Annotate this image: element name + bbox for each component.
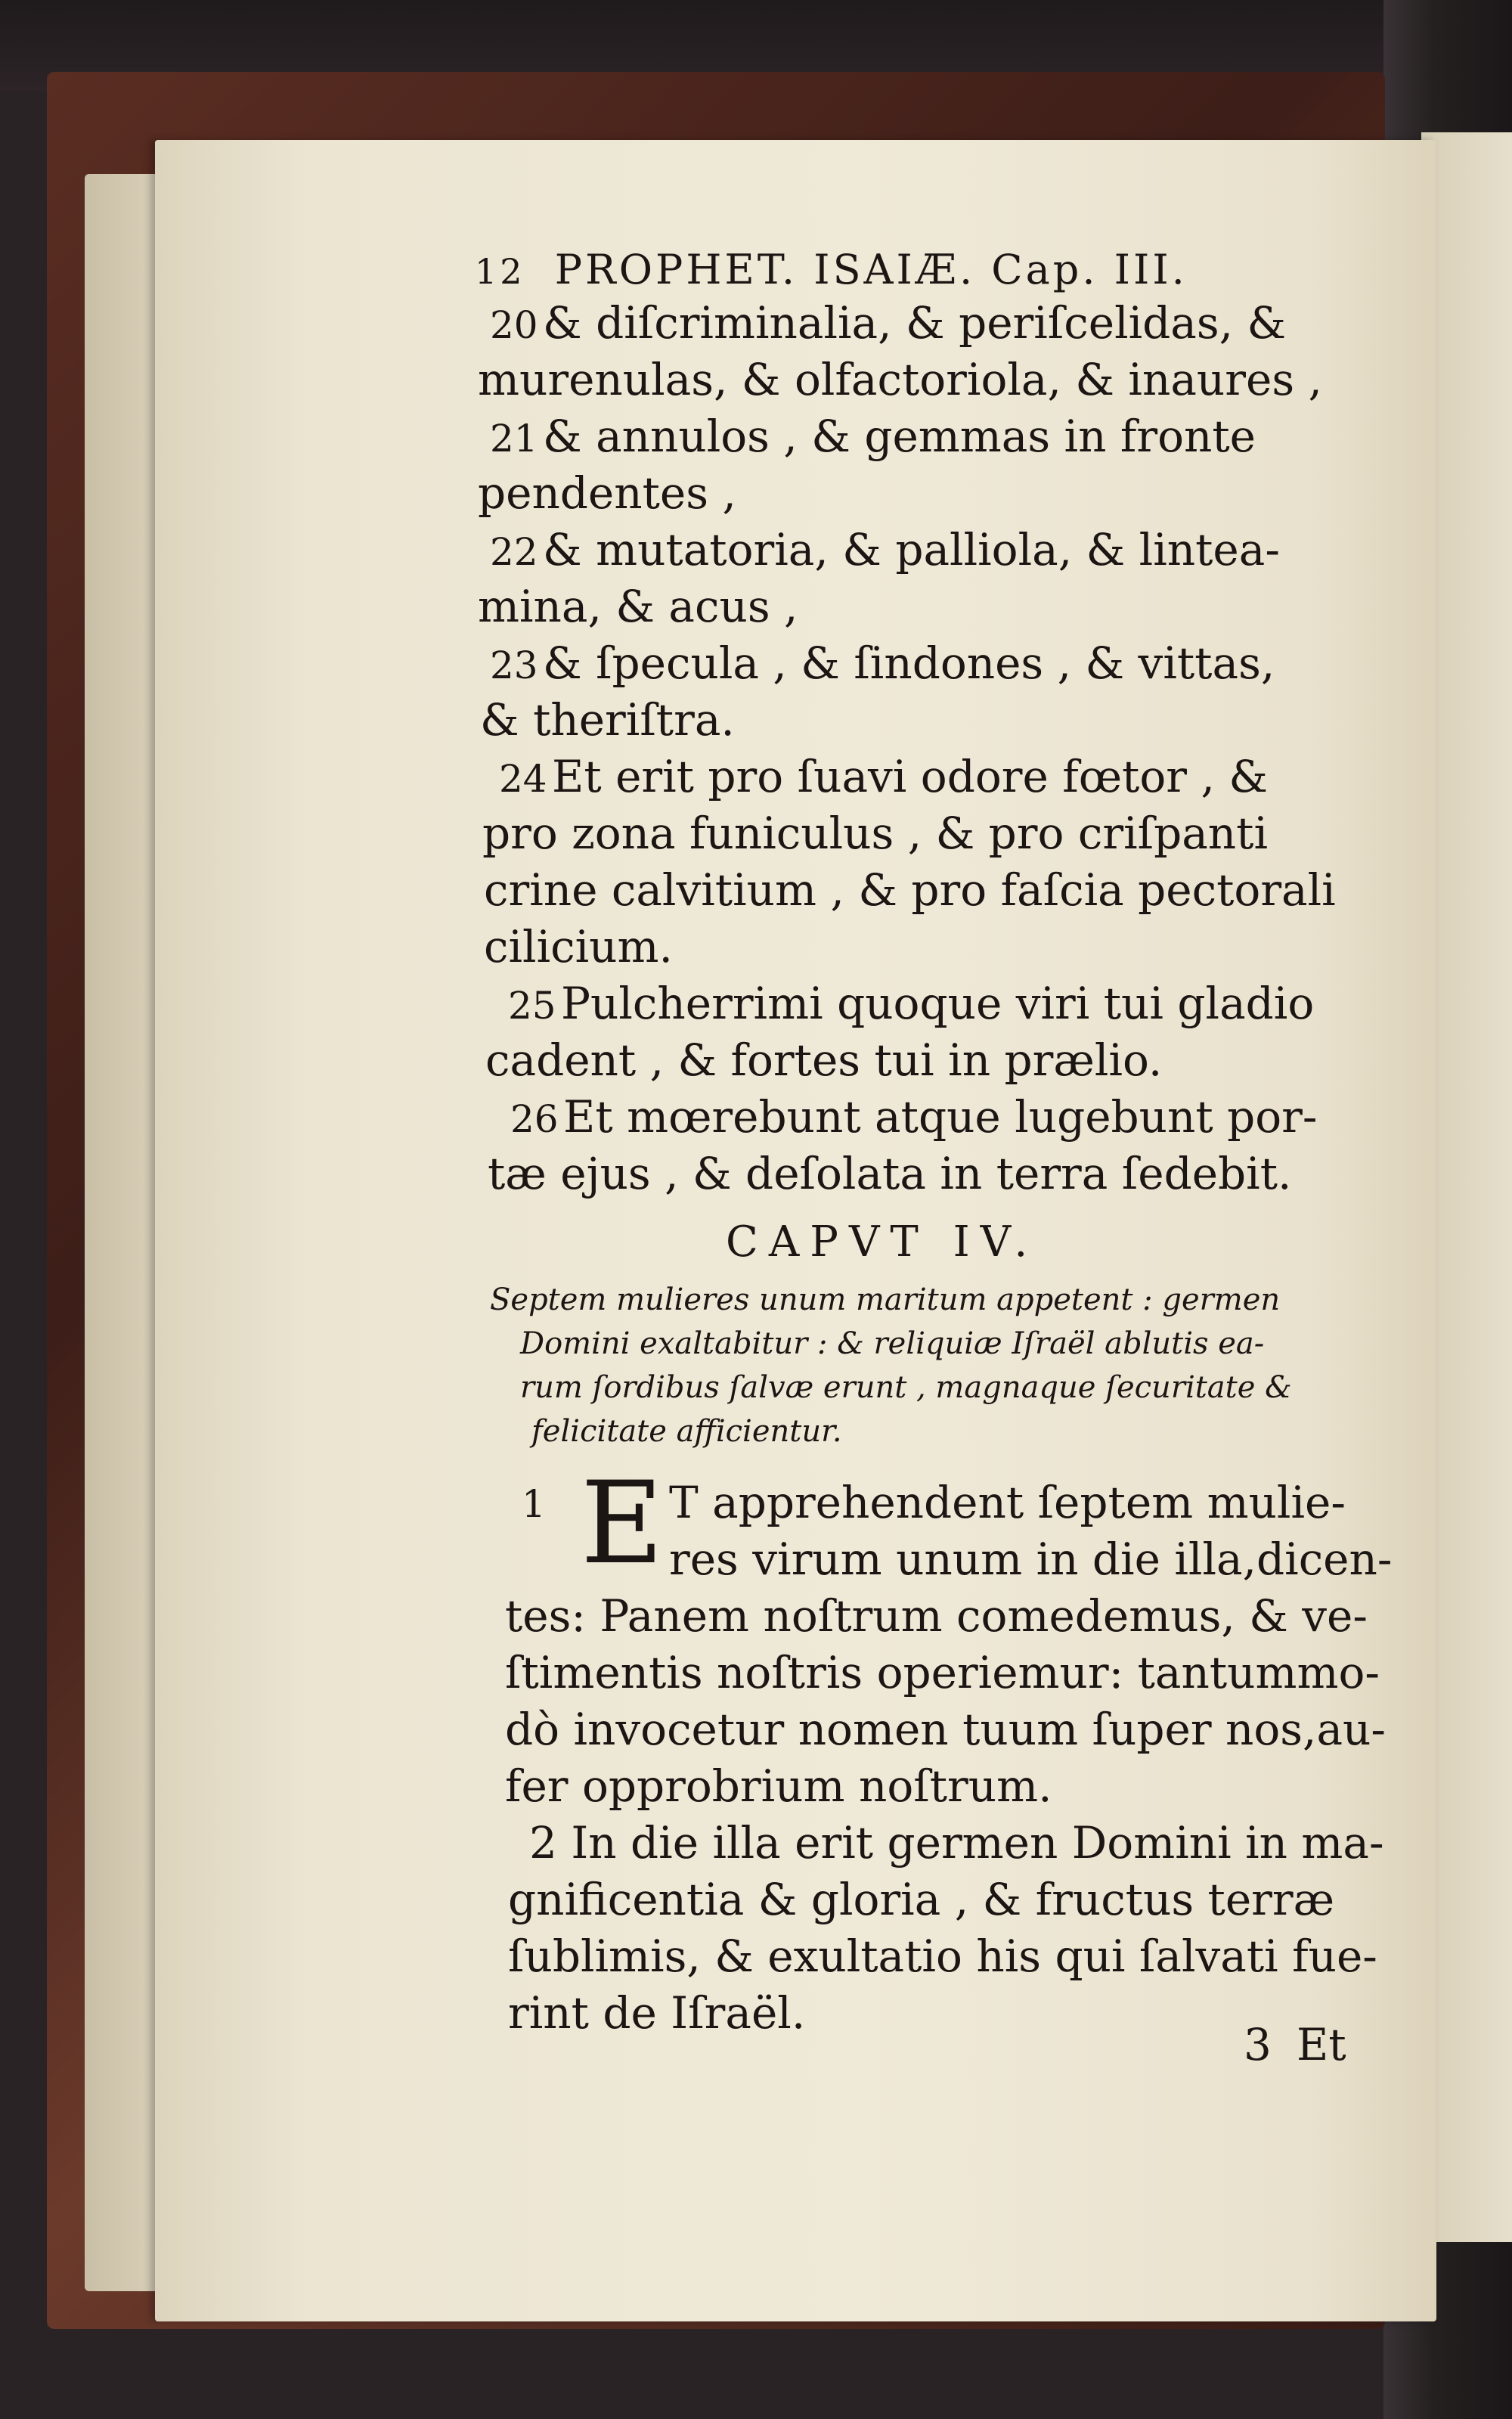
running-title: PROPHET. ISAIÆ. Cap. III. bbox=[554, 246, 1188, 293]
catchword: Et bbox=[1297, 2019, 1346, 2070]
text-line: cilicium. bbox=[484, 921, 673, 972]
verse-number: 22 bbox=[490, 530, 538, 574]
summary-line: felicitate afficientur. bbox=[531, 1414, 842, 1449]
text-line: crine calvitium , & pro faſcia pectorali bbox=[484, 864, 1336, 916]
text-line: 22 & mutatoria, & palliola, & lintea- bbox=[490, 522, 1280, 581]
text-line: & theriſtra. bbox=[480, 694, 735, 746]
text-line: ſublimis, & exultatio his qui ſalvati fue- bbox=[508, 1931, 1377, 1982]
verse-number: 1 bbox=[522, 1482, 546, 1526]
chapter-heading: CAPVT IV. bbox=[726, 1217, 1039, 1267]
verse-number: 21 bbox=[490, 417, 538, 461]
text-line: 23 & ſpecula , & ſindones , & vittas, bbox=[490, 635, 1275, 694]
summary-line: Septem mulieres unum maritum appetent : germen bbox=[490, 1282, 1281, 1317]
verse-number: 23 bbox=[490, 644, 538, 687]
running-header bbox=[475, 246, 1188, 293]
text-line: pendentes , bbox=[478, 467, 736, 519]
verse-number: 24 bbox=[499, 757, 547, 801]
verse-number: 25 bbox=[508, 984, 556, 1028]
summary-line: Domini exaltabitur : & reliquiæ Iſraël ablutis ea- bbox=[520, 1326, 1265, 1361]
signature-mark: 3 bbox=[1244, 2019, 1272, 2070]
text-line: fer opprobrium noſtrum. bbox=[505, 1760, 1052, 1812]
text-line: T apprehendent ſeptem mulie- bbox=[669, 1477, 1346, 1528]
text-line: 26 Et mœrebunt atque lugebunt por- bbox=[510, 1089, 1318, 1148]
text-line: res virum unum in die illa,dicen- bbox=[669, 1534, 1393, 1585]
text-line: 24 Et erit pro ſuavi odore fœtor , & bbox=[499, 749, 1268, 808]
verse-number: 20 bbox=[490, 303, 538, 347]
text-line: 20 & diſcriminalia, & periſcelidas, & bbox=[490, 295, 1286, 354]
text-line: dò invocetur nomen tuum ſuper nos,au- bbox=[505, 1704, 1386, 1755]
text-line: rint de Iſraël. bbox=[508, 1987, 806, 2039]
chapter-summary bbox=[490, 1278, 1344, 1453]
text-line: murenulas, & olfactoriola, & inaures , bbox=[478, 354, 1322, 405]
page-number: 12 bbox=[475, 251, 525, 292]
text-line: gnificentia & gloria , & fructus terræ bbox=[508, 1874, 1335, 1925]
text-line: ſtimentis noſtris operiemur: tantummo- bbox=[505, 1647, 1380, 1698]
text-line: tes: Panem noſtrum comedemus, & ve- bbox=[505, 1590, 1368, 1642]
text-line: mina, & acus , bbox=[478, 581, 798, 632]
text-line: 25 Pulcherrimi quoque viri tui gladio bbox=[508, 975, 1314, 1034]
verse-number: 26 bbox=[510, 1097, 559, 1141]
text-line: pro zona funiculus , & pro criſpanti bbox=[482, 808, 1269, 859]
text-line: cadent , & fortes tui in prælio. bbox=[485, 1034, 1163, 1086]
text-line: 2 In die illa erit germen Domini in ma- bbox=[529, 1817, 1384, 1869]
drop-cap: E bbox=[581, 1458, 664, 1589]
text-line: tæ ejus , & deſolata in terra ſedebit. bbox=[488, 1148, 1292, 1199]
summary-line: rum ſordibus ſalvæ erunt , magnaque ſecuritate & bbox=[520, 1370, 1292, 1405]
text-line: 21 & annulos , & gemmas in fronte bbox=[490, 408, 1256, 467]
